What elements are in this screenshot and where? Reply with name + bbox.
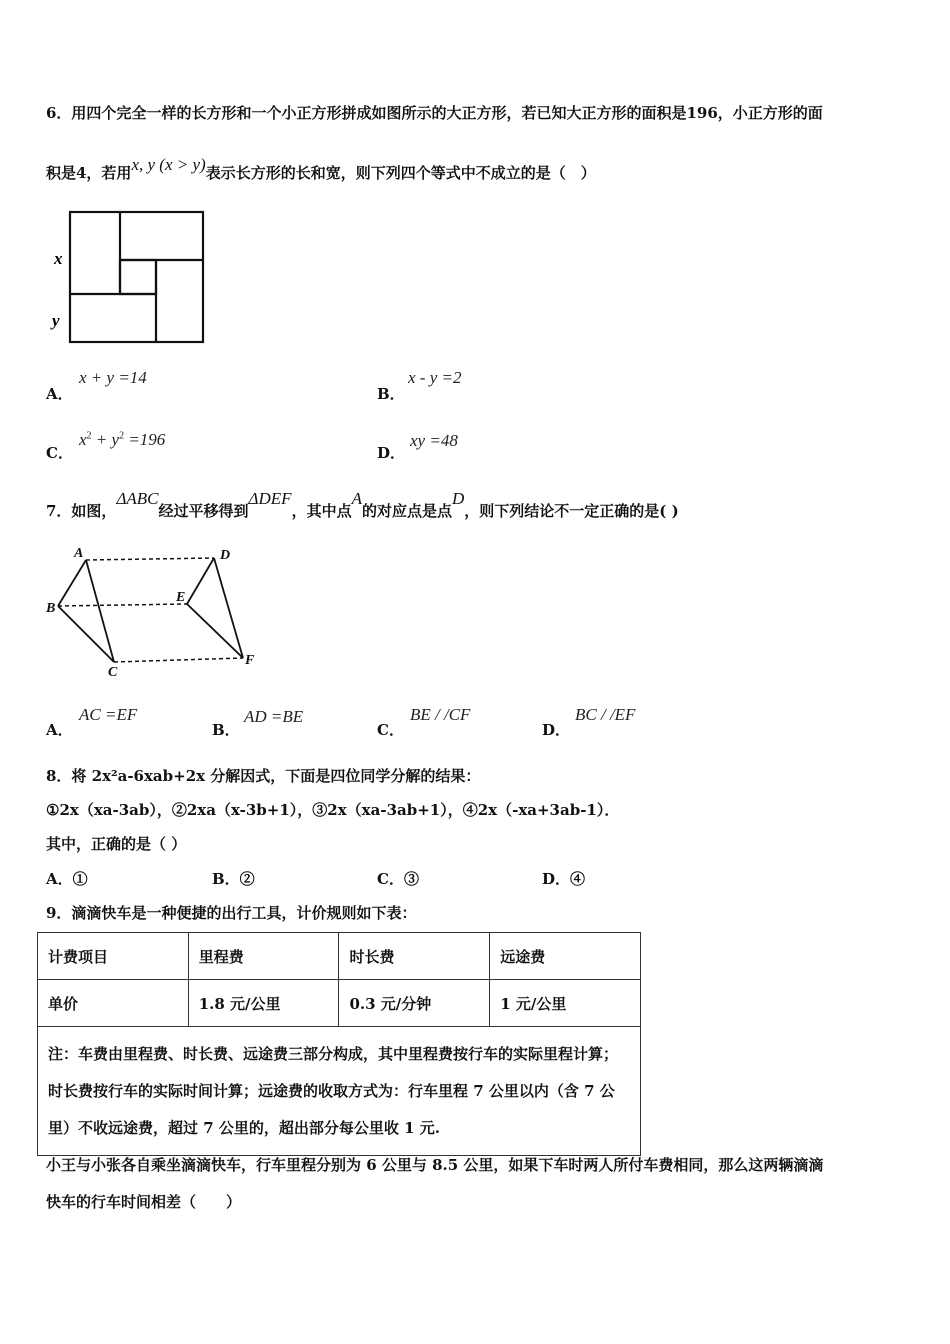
q8-stem-line1: 8．将 2x²a-6xab+2x 分解因式，下面是四位同学分解的结果： xyxy=(46,767,481,785)
q6-square-figure xyxy=(48,206,213,351)
table-header-cell: 里程费 xyxy=(188,933,339,980)
q9-stem-line2: 小王与小张各自乘坐滴滴快车，行车里程分别为 6 公里与 8.5 公里，如果下车时两人所付车费相同，那么这两辆滴滴 xyxy=(46,1156,824,1174)
q6-option-a-label[interactable]: A． xyxy=(46,385,73,403)
q6-variables-math: x, y (x > y) xyxy=(131,155,206,174)
q6-option-c-expr: $x^2 + y^2 =196$ xyxy=(79,430,166,449)
q7-option-a-label[interactable]: A． xyxy=(46,721,73,739)
q6-option-d-label[interactable]: D． xyxy=(377,444,406,462)
table-note-row xyxy=(38,1027,641,1156)
q7-option-b-expr: AD =BE xyxy=(244,707,304,726)
q8-stem-line2: ①2x（xa-3ab），②2xa（x-3b+1），③2x（xa-3ab+1），④2x（-xa+3ab-1）． xyxy=(46,801,620,819)
q6-option-b-label[interactable]: B． xyxy=(377,385,405,403)
q9-stem-line1: 9．滴滴快车是一种便捷的出行工具，计价规则如下表： xyxy=(46,904,417,922)
q8-option-d[interactable]: D．④ xyxy=(542,870,586,888)
q8-option-c[interactable]: C．③ xyxy=(377,870,419,888)
table-header-cell: 时长费 xyxy=(339,933,490,980)
table-cell: 0.3 元/分钟 xyxy=(339,980,490,1027)
q9-stem-line3: 快车的行车时间相差（ ） xyxy=(46,1193,242,1211)
q7-fig-label-b: B xyxy=(46,601,56,616)
q7-text-2: 经过平移得到 xyxy=(158,502,249,520)
q7-fig-label-c: C xyxy=(108,665,118,680)
q6-figure-label-y: y xyxy=(52,311,60,330)
q7-option-c-label[interactable]: C． xyxy=(377,721,404,739)
table-cell: 1.8 元/公里 xyxy=(188,980,339,1027)
q7-option-c-expr: BE / /CF xyxy=(410,705,471,724)
table-header-row xyxy=(38,933,641,980)
q6-stem-line2 xyxy=(46,155,596,183)
table-header-cell: 计费项目 xyxy=(38,933,189,980)
q7-triangle-abc: ΔABC xyxy=(116,489,159,508)
q7-translation-figure xyxy=(44,544,269,680)
table-cell: 1 元/公里 xyxy=(490,980,641,1027)
table-note: 注：车费由里程费、时长费、远途费三部分构成，其中里程费按行车的实际里程计算；时长费按行车的实际时间计算；远途费的收取方式为：行车里程 7 公里以内（含 7 公里）不收远途费，超过 7 公里的，超出部分每公里收 1 元. xyxy=(38,1027,641,1156)
q7-triangle-def: ΔDEF xyxy=(248,489,292,508)
q6-option-a-expr: x + y =14 xyxy=(79,368,147,387)
q6-option-d-expr: xy =48 xyxy=(410,431,458,450)
q7-fig-label-d: D xyxy=(220,548,231,563)
q7-text-4: 的对应点是点 xyxy=(361,502,452,520)
table-header-cell: 远途费 xyxy=(490,933,641,980)
q7-option-d-label[interactable]: D． xyxy=(542,721,571,739)
q7-point-d: D xyxy=(452,489,465,508)
q7-fig-label-f: F xyxy=(245,653,255,668)
table-cell: 单价 xyxy=(38,980,189,1027)
fare-table xyxy=(37,932,641,1156)
q6-stem-prefix: 积是4，若用 xyxy=(46,164,132,182)
q8-option-b[interactable]: B．② xyxy=(212,870,255,888)
q8-stem-line3: 其中，正确的是（ ） xyxy=(46,835,187,853)
q7-stem xyxy=(46,489,679,521)
q6-option-b-expr: x - y =2 xyxy=(408,368,462,387)
q7-option-d-expr: BC / /EF xyxy=(575,705,636,724)
q6-option-c-label[interactable]: C． xyxy=(46,444,73,462)
table-row xyxy=(38,980,641,1027)
q6-stem-suffix: 表示长方形的长和宽，则下列四个等式中不成立的是（ ） xyxy=(205,164,596,182)
q7-option-b-label[interactable]: B． xyxy=(212,721,240,739)
q7-fig-label-e: E xyxy=(176,590,186,605)
q7-text-5: ，则下列结论不一定正确的是( ) xyxy=(464,502,679,520)
q6-stem-line1: 6．用四个完全一样的长方形和一个小正方形拼成如图所示的大正方形，若已知大正方形的面积是196，小正方形的面 xyxy=(46,104,823,122)
q7-fig-label-a: A xyxy=(74,546,84,561)
q6-figure-label-x: x xyxy=(54,249,63,268)
q8-option-a[interactable]: A．① xyxy=(46,870,88,888)
q7-option-a-expr: AC =EF xyxy=(79,705,138,724)
q7-point-a: A xyxy=(351,489,362,508)
q7-text-1: 7．如图， xyxy=(46,502,117,520)
q7-text-3: ，其中点 xyxy=(291,502,352,520)
